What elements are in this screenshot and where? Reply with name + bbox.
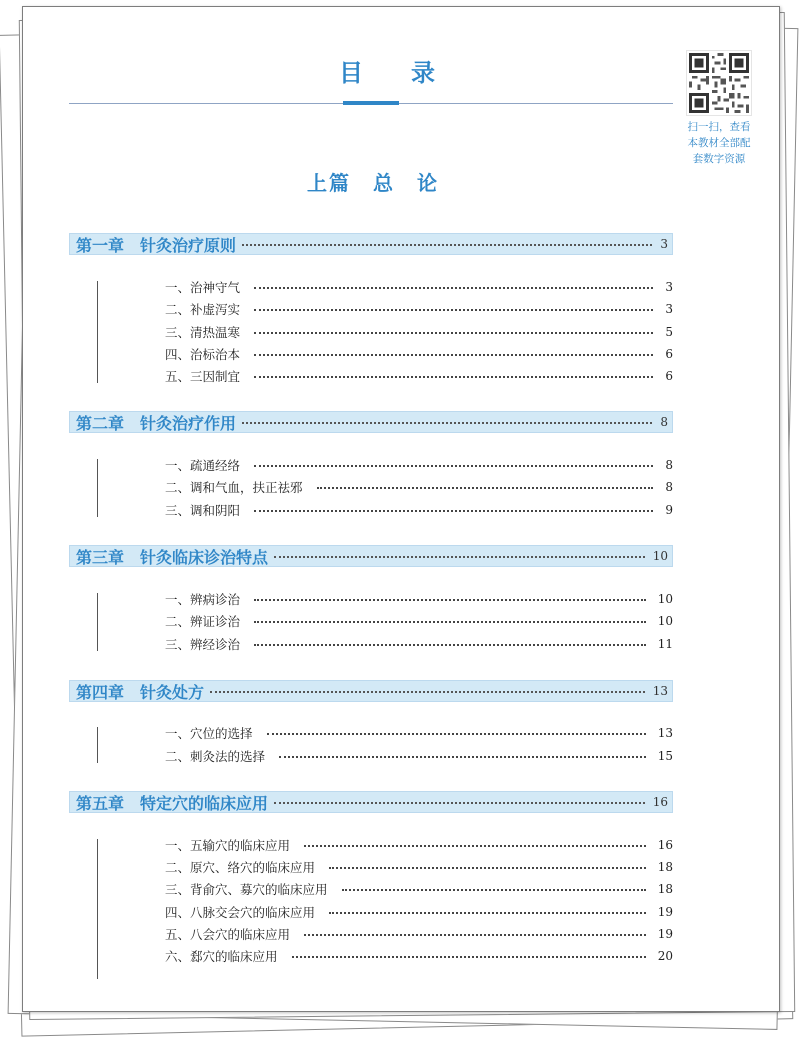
toc-entry[interactable] bbox=[165, 366, 673, 386]
entry-page: 8 bbox=[665, 458, 673, 472]
entry-page: 3 bbox=[665, 280, 673, 294]
entry-page: 16 bbox=[657, 838, 673, 852]
entry-label: 二、原穴、络穴的临床应用 bbox=[165, 860, 316, 875]
section-rule bbox=[97, 593, 98, 651]
chapter-number: 第五章 bbox=[76, 793, 125, 813]
entry-label: 三、辨经诊治 bbox=[165, 637, 241, 652]
entry-page: 11 bbox=[657, 637, 673, 651]
leader-dots bbox=[242, 422, 652, 424]
leader-dots bbox=[304, 845, 646, 847]
leader-dots bbox=[254, 510, 653, 512]
toc-entry[interactable] bbox=[165, 322, 673, 342]
qr-code-icon[interactable] bbox=[687, 51, 751, 115]
page-title: 目 录 bbox=[339, 59, 447, 87]
leader-dots bbox=[254, 354, 653, 356]
toc-page bbox=[22, 6, 780, 1012]
entry-label: 四、八脉交会穴的临床应用 bbox=[165, 905, 316, 920]
toc-entry[interactable] bbox=[165, 299, 673, 319]
chapter-page: 13 bbox=[652, 684, 668, 698]
section-rule bbox=[97, 281, 98, 383]
section-rule bbox=[97, 459, 98, 517]
toc-entry[interactable] bbox=[165, 477, 673, 497]
leader-dots bbox=[267, 733, 646, 735]
toc-entry[interactable] bbox=[165, 723, 673, 743]
entry-page: 6 bbox=[665, 369, 673, 383]
chapter-title: 针灸治疗原则 bbox=[140, 235, 237, 255]
entry-page: 10 bbox=[657, 592, 673, 606]
leader-dots bbox=[254, 332, 653, 334]
toc-entry[interactable] bbox=[165, 746, 673, 766]
leader-dots bbox=[329, 912, 646, 914]
chapter-heading[interactable] bbox=[69, 411, 673, 433]
entry-label: 五、三因制宜 bbox=[165, 369, 241, 384]
chapter-number: 第一章 bbox=[76, 235, 125, 255]
section-rule bbox=[97, 839, 98, 979]
toc-entry[interactable] bbox=[165, 946, 673, 966]
leader-dots bbox=[274, 556, 645, 558]
entry-label: 二、刺灸法的选择 bbox=[165, 749, 266, 764]
entry-page: 19 bbox=[657, 927, 673, 941]
entry-label: 二、调和气血，扶正祛邪 bbox=[165, 480, 303, 495]
entry-page: 18 bbox=[657, 860, 673, 874]
entry-page: 15 bbox=[657, 749, 673, 763]
toc-entry[interactable] bbox=[165, 277, 673, 297]
entry-page: 6 bbox=[665, 347, 673, 361]
leader-dots bbox=[317, 487, 654, 489]
leader-dots bbox=[242, 244, 652, 246]
leader-dots bbox=[254, 644, 646, 646]
part-title: 上篇 总 论 bbox=[307, 171, 439, 195]
leader-dots bbox=[254, 599, 646, 601]
toc-entry[interactable] bbox=[165, 857, 673, 877]
entry-label: 三、调和阴阳 bbox=[165, 503, 241, 518]
section-rule bbox=[97, 727, 98, 763]
chapter-title: 针灸处方 bbox=[140, 682, 205, 702]
entry-page: 8 bbox=[665, 480, 673, 494]
entry-page: 10 bbox=[657, 614, 673, 628]
chapter-heading[interactable] bbox=[69, 791, 673, 813]
entry-label: 二、补虚泻实 bbox=[165, 302, 241, 317]
entry-label: 一、疏通经络 bbox=[165, 458, 241, 473]
toc-entry[interactable] bbox=[165, 634, 673, 654]
leader-dots bbox=[254, 309, 653, 311]
entry-label: 一、治神守气 bbox=[165, 280, 241, 295]
entry-page: 9 bbox=[665, 503, 673, 517]
entry-page: 5 bbox=[665, 325, 673, 339]
leader-dots bbox=[254, 287, 653, 289]
leader-dots bbox=[210, 691, 645, 693]
entry-label: 五、八会穴的临床应用 bbox=[165, 927, 291, 942]
chapter-number: 第二章 bbox=[76, 413, 125, 433]
entry-page: 3 bbox=[665, 302, 673, 316]
entry-label: 一、五输穴的临床应用 bbox=[165, 838, 291, 853]
toc-entry[interactable] bbox=[165, 924, 673, 944]
leader-dots bbox=[329, 867, 646, 869]
leader-dots bbox=[254, 621, 646, 623]
chapter-number: 第三章 bbox=[76, 547, 125, 567]
entry-page: 20 bbox=[657, 949, 673, 963]
leader-dots bbox=[292, 956, 646, 958]
entry-page: 18 bbox=[657, 882, 673, 896]
chapter-number: 第四章 bbox=[76, 682, 125, 702]
leader-dots bbox=[254, 376, 653, 378]
toc-entry[interactable] bbox=[165, 455, 673, 475]
entry-label: 一、辨病诊治 bbox=[165, 592, 241, 607]
entry-page: 13 bbox=[657, 726, 673, 740]
leader-dots bbox=[254, 465, 653, 467]
entry-label: 二、辨证诊治 bbox=[165, 614, 241, 629]
chapter-heading[interactable] bbox=[69, 680, 673, 702]
toc-entry[interactable] bbox=[165, 835, 673, 855]
chapter-title: 针灸治疗作用 bbox=[140, 413, 237, 433]
entry-page: 19 bbox=[657, 905, 673, 919]
entry-label: 四、治标治本 bbox=[165, 347, 241, 362]
chapter-page: 8 bbox=[660, 415, 668, 429]
toc-entry[interactable] bbox=[165, 344, 673, 364]
entry-label: 三、背俞穴、募穴的临床应用 bbox=[165, 882, 328, 897]
chapter-title: 特定穴的临床应用 bbox=[140, 793, 269, 813]
entry-label: 六、郄穴的临床应用 bbox=[165, 949, 278, 964]
leader-dots bbox=[342, 889, 646, 891]
chapter-heading[interactable] bbox=[69, 545, 673, 567]
toc-entry[interactable] bbox=[165, 611, 673, 631]
chapter-page: 16 bbox=[652, 795, 668, 809]
toc-entry[interactable] bbox=[165, 902, 673, 922]
qr-caption: 扫一扫，查看本教材全部配套数字资源 bbox=[687, 121, 751, 165]
entry-label: 一、穴位的选择 bbox=[165, 726, 253, 741]
toc-entry[interactable] bbox=[165, 500, 673, 520]
entry-label: 三、清热温寒 bbox=[165, 325, 241, 340]
toc-entry[interactable] bbox=[165, 589, 673, 609]
leader-dots bbox=[279, 756, 646, 758]
chapter-title: 针灸临床诊治特点 bbox=[140, 547, 269, 567]
title-accent-bar bbox=[343, 101, 399, 105]
chapter-heading[interactable] bbox=[69, 233, 673, 255]
leader-dots bbox=[304, 934, 646, 936]
toc-entry[interactable] bbox=[165, 879, 673, 899]
chapter-page: 3 bbox=[660, 237, 668, 251]
leader-dots bbox=[274, 802, 645, 804]
chapter-page: 10 bbox=[652, 549, 668, 563]
